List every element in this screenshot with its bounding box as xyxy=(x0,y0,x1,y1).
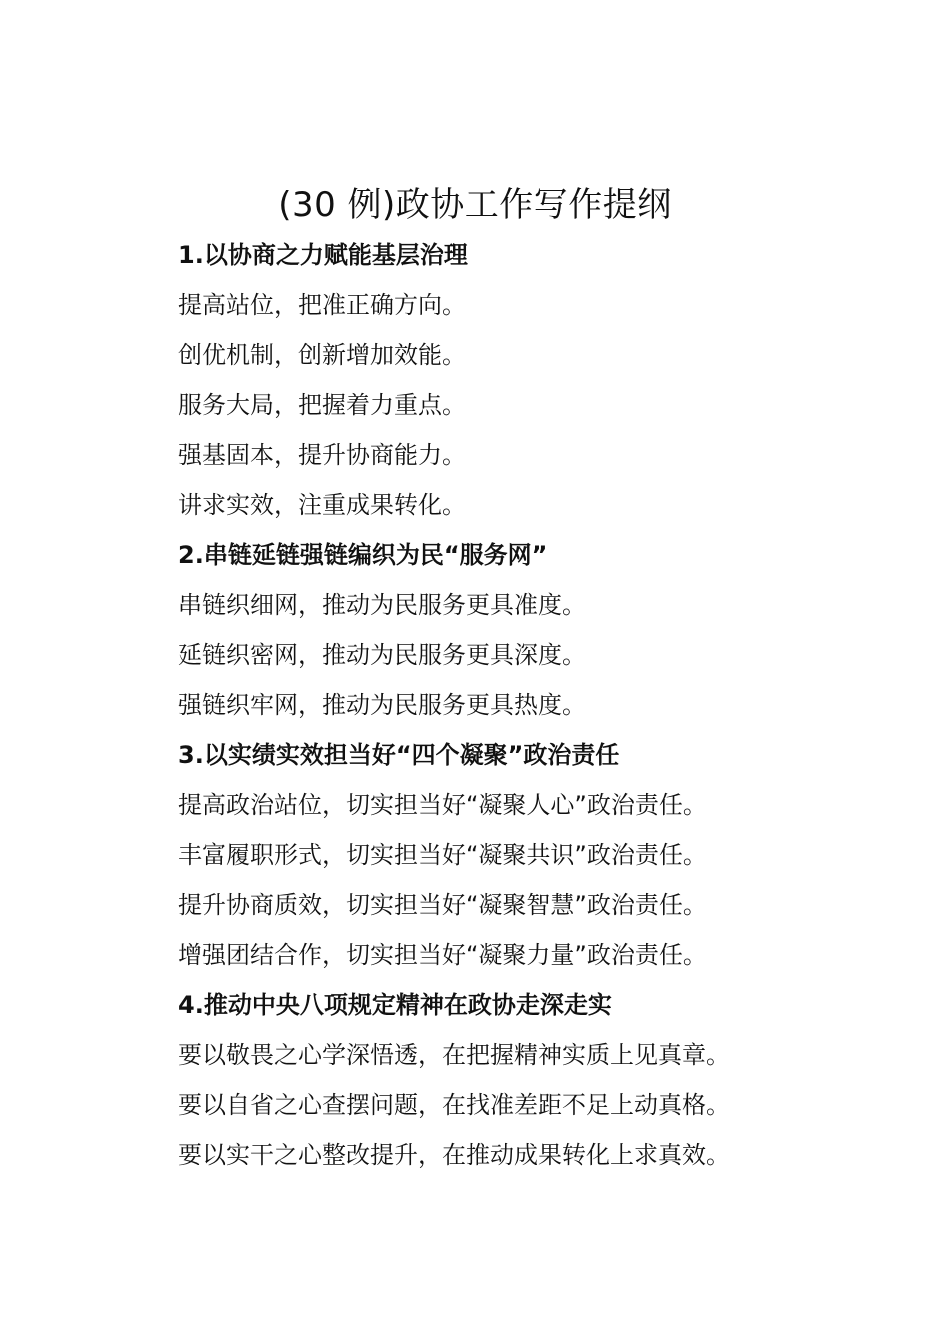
section-heading: 1.以协商之力赋能基层治理 xyxy=(178,241,468,269)
section-1 xyxy=(178,230,878,530)
paragraph: 丰富履职形式，切实担当好“凝聚共识”政治责任。 xyxy=(178,841,707,869)
section-heading: 4.推动中央八项规定精神在政协走深走实 xyxy=(178,991,612,1019)
paragraph: 强基固本，提升协商能力。 xyxy=(178,441,466,469)
paragraph: 要以自省之心查摆问题，在找准差距不足上动真格。 xyxy=(178,1091,730,1119)
section-3 xyxy=(178,730,878,980)
paragraph: 创优机制，创新增加效能。 xyxy=(178,341,466,369)
paragraph: 延链织密网，推动为民服务更具深度。 xyxy=(178,641,586,669)
paragraph: 讲求实效，注重成果转化。 xyxy=(178,491,466,519)
paragraph: 要以敬畏之心学深悟透，在把握精神实质上见真章。 xyxy=(178,1041,730,1069)
section-4 xyxy=(178,980,878,1180)
paragraph: 提高政治站位，切实担当好“凝聚人心”政治责任。 xyxy=(178,791,707,819)
section-2 xyxy=(178,530,878,730)
paragraph: 增强团结合作，切实担当好“凝聚力量”政治责任。 xyxy=(178,941,707,969)
paragraph: 服务大局，把握着力重点。 xyxy=(178,391,466,419)
section-heading: 2.串链延链强链编织为民“服务网” xyxy=(178,541,548,569)
document-body xyxy=(178,230,878,1180)
document-title: (30 例)政协工作写作提纲 xyxy=(278,185,672,225)
paragraph: 串链织细网，推动为民服务更具准度。 xyxy=(178,591,586,619)
paragraph: 强链织牢网，推动为民服务更具热度。 xyxy=(178,691,586,719)
paragraph: 要以实干之心整改提升，在推动成果转化上求真效。 xyxy=(178,1141,730,1169)
paragraph: 提升协商质效，切实担当好“凝聚智慧”政治责任。 xyxy=(178,891,707,919)
paragraph: 提高站位，把准正确方向。 xyxy=(178,291,466,319)
section-heading: 3.以实绩实效担当好“四个凝聚”政治责任 xyxy=(178,741,620,769)
